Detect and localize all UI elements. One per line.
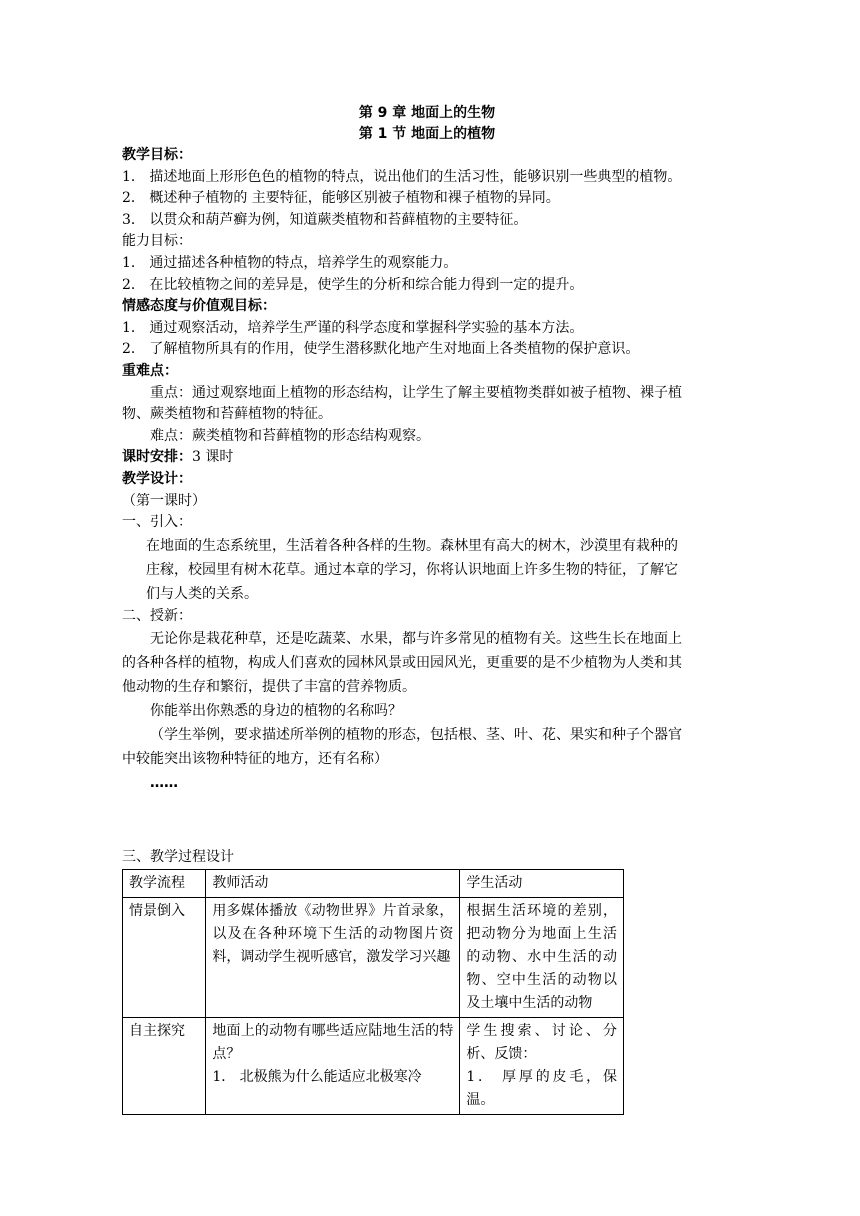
schedule-line	[122, 447, 732, 469]
new-lesson-text: 的各种各样的植物，构成人们喜欢的园林风景或田园风光，更重要的是不少植物为人类和其	[122, 655, 682, 672]
attitude-goal-item: 1． 通过观察活动，培养学生严谨的科学态度和掌握科学实验的基本方法。	[122, 319, 584, 336]
student-example-text: （学生举例，要求描述所举例的植物的形态，包括根、茎、叶、花、果实和种子个器官	[150, 727, 682, 744]
table-header-row	[123, 869, 624, 897]
student-activity-text: 学生搜索、讨论、分析、反馈：	[466, 1022, 617, 1062]
student-activity-cell: 根据生活环境的差别，把动物分为地面上生活的动物、水中生活的动物、空中生活的动物以及土壤中生活的动物	[460, 897, 624, 1017]
student-activity-text: 1． 厚厚的皮毛，保温。	[466, 1068, 617, 1108]
ability-goals-heading: 能力目标：	[122, 233, 192, 250]
teacher-activity-text: 1． 北极熊为什么能适应北极寒冷	[212, 1068, 422, 1085]
difficult-point-text: 难点：蕨类植物和苔藓植物的形态结构观察。	[150, 427, 430, 444]
process-heading: 三、教学过程设计	[122, 849, 234, 866]
design-heading: 教学设计：	[122, 470, 192, 487]
attitude-goals-heading: 情感态度与价值观目标：	[122, 298, 276, 315]
process-table	[122, 869, 624, 1115]
student-example-text: 中较能突出该物种特征的地方，还有名称）	[122, 751, 388, 768]
stage-cell: 情景倒入	[123, 897, 206, 1017]
table-header-cell: 教师活动	[206, 869, 460, 897]
stage-cell: 自主探究	[123, 1017, 206, 1114]
student-activity-cell	[460, 1017, 624, 1114]
ellipsis: ……	[150, 775, 178, 792]
key-points-heading: 重难点：	[122, 362, 178, 379]
teacher-activity-text: 地面上的动物有哪些适应陆地生活的特点？	[212, 1022, 454, 1062]
table-header-cell: 学生活动	[460, 869, 624, 897]
new-lesson-text: 无论你是栽花种草，还是吃蔬菜、水果，都与许多常见的植物有关。这些生长在地面上	[150, 631, 682, 648]
table-row	[123, 1017, 624, 1114]
key-point-text: 物、蕨类植物和苔藓植物的特征。	[122, 406, 332, 423]
intro-line: 在地面的生态系统里，生活着各种各样的生物。森林里有高大的树木，沙漠里有栽种的	[146, 537, 678, 554]
teaching-goals-heading: 教学目标：	[122, 147, 192, 163]
teaching-goal-item: 2． 概述种子植物的 主要特征，能够区别被子植物和裸子植物的异同。	[122, 190, 560, 207]
teacher-activity-cell	[206, 1017, 460, 1114]
intro-line: 庄稼，校园里有树木花草。通过本章的学习，你将认识地面上许多生物的特征，了解它	[146, 561, 678, 578]
new-lesson-heading: 二、授新：	[122, 607, 192, 624]
table-row	[123, 897, 624, 1017]
lesson-label: （第一课时）	[122, 492, 206, 509]
ability-goal-item: 1． 通过描述各种植物的特点，培养学生的观察能力。	[122, 254, 458, 271]
ability-goal-item: 2． 在比较植物之间的差异是，使学生的分析和综合能力得到一定的提升。	[122, 276, 584, 293]
document-page	[122, 103, 732, 1115]
teaching-goal-item: 1． 描述地面上形形色色的植物的特点，说出他们的生活习性，能够识别一些典型的植物。	[122, 168, 682, 185]
table-header-cell: 教学流程	[123, 869, 206, 897]
teacher-activity-cell: 用多媒体播放《动物世界》片首录象，以及在各种环境下生活的动物图片资料，调动学生视听感官，激发学习兴趣	[206, 897, 460, 1017]
key-point-text: 重点：通过观察地面上植物的形态结构，让学生了解主要植物类群如被子植物、裸子植	[150, 384, 682, 401]
schedule-value: 3 课时	[192, 449, 234, 466]
attitude-goal-item: 2． 了解植物所具有的作用，使学生潜移默化地产生对地面上各类植物的保护意识。	[122, 341, 640, 358]
schedule-label: 课时安排：	[122, 449, 192, 466]
chapter-title: 第 9 章 地面上的生物	[358, 105, 496, 121]
new-lesson-text: 他动物的生存和繁衍，提供了丰富的营养物质。	[122, 679, 416, 696]
section-title: 第 1 节 地面上的植物	[358, 126, 496, 142]
teaching-goal-item: 3． 以贯众和葫芦癣为例，知道蕨类植物和苔藓植物的主要特征。	[122, 211, 528, 228]
intro-heading: 一、引入：	[122, 514, 192, 531]
question-text: 你能举出你熟悉的身边的植物的名称吗？	[150, 703, 402, 720]
intro-line: 们与人类的关系。	[146, 585, 258, 602]
